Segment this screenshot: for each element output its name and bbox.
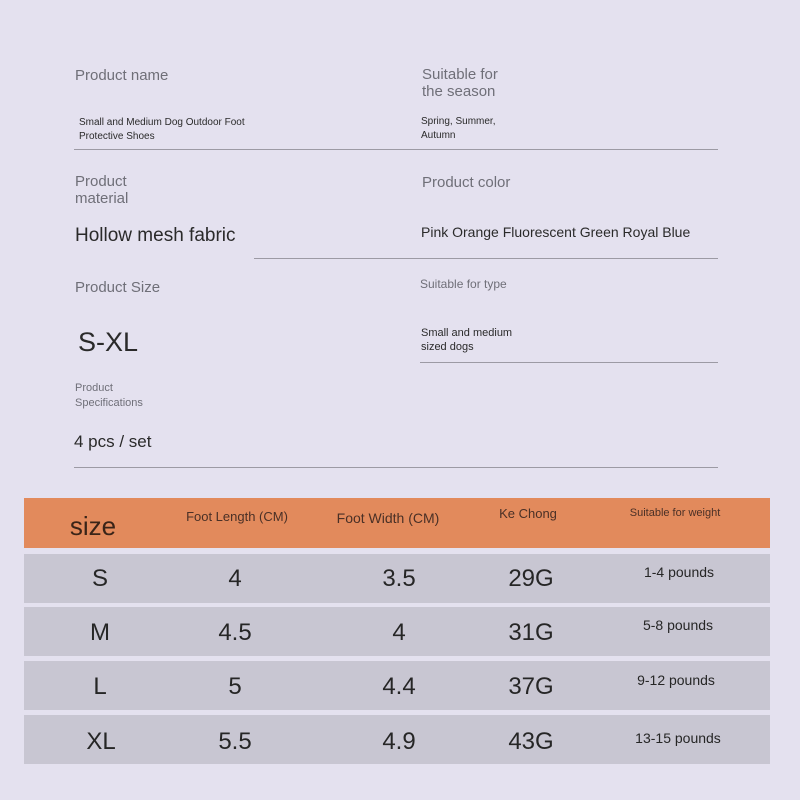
spec-label: Product Specifications — [75, 382, 143, 409]
season-label: Suitable for the season — [422, 66, 498, 100]
divider — [420, 362, 718, 363]
cell-foot-width: 4.4 — [382, 673, 416, 700]
cell-foot-width: 4 — [392, 619, 406, 646]
spec-value: 4 pcs / set — [74, 432, 152, 451]
cell-foot-length: 5.5 — [218, 728, 252, 755]
type-value: Small and medium sized dogs — [421, 327, 513, 353]
cell-size: XL — [86, 728, 116, 755]
table-row — [24, 661, 770, 710]
cell-ke-chong: 37G — [508, 673, 554, 700]
product-name-label: Product name — [75, 67, 169, 84]
size-label: Product Size — [75, 279, 161, 296]
cell-weight: 13-15 pounds — [635, 730, 721, 746]
color-label: Product color — [422, 174, 511, 191]
header-weight: Suitable for weight — [629, 507, 721, 519]
cell-foot-width: 4.9 — [382, 728, 416, 755]
size-value: S-XL — [78, 327, 139, 357]
material-label: Product material — [75, 173, 129, 207]
divider — [74, 149, 718, 150]
color-value: Pink Orange Fluorescent Green Royal Blue — [421, 224, 691, 240]
header-ke-chong: Ke Chong — [499, 506, 557, 521]
cell-ke-chong: 31G — [508, 619, 554, 646]
cell-foot-width: 3.5 — [382, 565, 416, 592]
divider — [254, 258, 718, 259]
table-row — [24, 554, 770, 603]
cell-foot-length: 5 — [228, 673, 242, 700]
table-header — [24, 498, 770, 548]
type-label: Suitable for type — [420, 277, 507, 291]
table-row — [24, 715, 770, 764]
material-value: Hollow mesh fabric — [75, 225, 236, 246]
cell-weight: 5-8 pounds — [642, 617, 714, 633]
divider — [74, 467, 718, 468]
cell-size: M — [90, 619, 110, 646]
cell-foot-length: 4.5 — [218, 619, 252, 646]
cell-size: S — [91, 565, 109, 592]
cell-foot-length: 4 — [228, 565, 242, 592]
header-foot-length: Foot Length (CM) — [186, 509, 288, 524]
cell-weight: 9-12 pounds — [637, 672, 715, 688]
table-row — [24, 607, 770, 656]
cell-ke-chong: 29G — [508, 565, 554, 592]
header-foot-width: Foot Width (CM) — [336, 510, 440, 526]
cell-weight: 1-4 pounds — [643, 564, 715, 580]
cell-ke-chong: 43G — [508, 728, 554, 755]
season-value: Spring, Summer, Autumn — [421, 116, 496, 141]
header-size: size — [69, 511, 117, 541]
cell-size: L — [93, 673, 107, 700]
product-name-value: Small and Medium Dog Outdoor Foot Protective Shoes — [79, 117, 245, 142]
